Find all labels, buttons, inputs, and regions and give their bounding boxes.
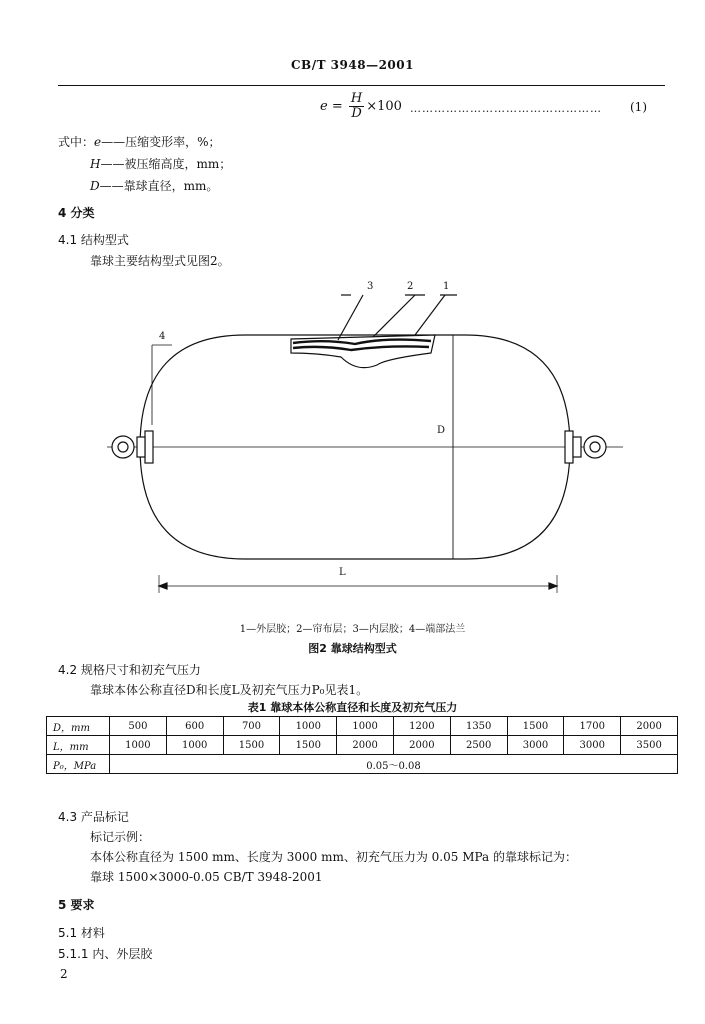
- example-label: 标记示例：: [90, 830, 151, 844]
- table-cell: 2000: [393, 736, 450, 755]
- symbol-h: H: [90, 157, 101, 171]
- figure-caption: 图2 靠球结构型式: [308, 642, 397, 655]
- table-cell: 2000: [337, 736, 394, 755]
- where-text-d: ——靠球直径，mm。: [99, 179, 219, 193]
- table-row-pressure: [47, 755, 678, 774]
- table-cell: 1000: [110, 736, 167, 755]
- example-text: 本体公称直径为 1500 mm、长度为 3000 mm、初充气压力为 0.05 MPa 的靠球标记为：: [90, 850, 577, 864]
- table-title: 表1 靠球本体公称直径和长度及初充气压力: [247, 701, 458, 714]
- table-cell: 1200: [393, 717, 450, 736]
- left-end-flange: [112, 431, 153, 463]
- formula-multiplier: ×100: [366, 99, 402, 114]
- section-5-1-title: 5.1 材料: [58, 926, 105, 940]
- table-cell: 2500: [450, 736, 507, 755]
- dimension-l-label: L: [339, 567, 346, 578]
- where-line-h: [90, 155, 231, 172]
- table-cell: 1000: [280, 717, 337, 736]
- table-row-diameter: [47, 717, 678, 736]
- section-4-1-title: 4.1 结构型式: [58, 233, 129, 247]
- section-4-3-title: 4.3 产品标记: [58, 810, 129, 824]
- dimension-d-label: D: [437, 425, 446, 436]
- row-label: L，mm: [47, 736, 110, 755]
- section-4-1-body: 靠球主要结构型式见图2。: [90, 254, 230, 268]
- figure-legend: 1—外层胶；2—帘布层；3—内层胶；4—端部法兰: [239, 624, 466, 635]
- callout-4: 4: [159, 331, 166, 342]
- section-5-title: 5 要求: [58, 898, 95, 912]
- section-4-2-body: 靠球本体公称直径D和长度L及初充气压力P₀见表1。: [90, 683, 369, 697]
- fender-figure: [95, 275, 635, 605]
- table-cell: 1700: [564, 717, 621, 736]
- symbol-d: D: [90, 179, 100, 193]
- table-cell: 1000: [337, 717, 394, 736]
- table-cell: 3000: [507, 736, 564, 755]
- callout-3: 3: [367, 281, 374, 292]
- callout-1: 1: [443, 281, 450, 292]
- pressure-value: 0.05～0.08: [110, 755, 678, 774]
- table-cell: 3000: [564, 736, 621, 755]
- formula-lhs: e =: [320, 99, 343, 114]
- table-cell: 1500: [507, 717, 564, 736]
- table-cell: 1500: [223, 736, 280, 755]
- equation-number: (1): [630, 100, 647, 114]
- right-end-flange: [565, 431, 606, 463]
- row-label: D，mm: [47, 717, 110, 736]
- header-rule: [58, 85, 665, 86]
- table-cell: 600: [166, 717, 223, 736]
- table-cell: 700: [223, 717, 280, 736]
- where-intro: 式中：: [58, 135, 95, 149]
- table-cell: 1000: [166, 736, 223, 755]
- table-cell: 500: [110, 717, 167, 736]
- section-5-1-1-title: 5.1.1 内、外层胶: [58, 947, 153, 961]
- document-header: CB/T 3948—2001: [291, 58, 414, 72]
- formula-fraction: [349, 92, 364, 121]
- table-cell: 1500: [280, 736, 337, 755]
- formula: [320, 92, 402, 121]
- table-cell: 1350: [450, 717, 507, 736]
- where-text-h: ——被压缩高度，mm；: [100, 157, 232, 171]
- where-text-e: ——压缩变形率，%；: [101, 135, 221, 149]
- marking-example: 靠球 1500×3000-0.05 CB/T 3948-2001: [90, 870, 323, 884]
- table-row-length: [47, 736, 678, 755]
- spec-table: [46, 716, 678, 774]
- symbol-e: e: [94, 135, 102, 149]
- section-4-2-title: 4.2 规格尺寸和初充气压力: [58, 663, 201, 677]
- page-number: 2: [60, 967, 68, 981]
- where-line-e: [58, 133, 221, 150]
- formula-denominator: D: [351, 106, 362, 121]
- callout-2: 2: [407, 281, 414, 292]
- table-cell: 3500: [621, 736, 678, 755]
- section-4-title: 4 分类: [58, 206, 95, 220]
- row-label: P₀，MPa: [47, 755, 110, 774]
- table-cell: 2000: [621, 717, 678, 736]
- formula-dots: …………………………………………: [410, 102, 602, 115]
- where-line-d: [90, 177, 218, 194]
- formula-numerator: H: [350, 91, 363, 106]
